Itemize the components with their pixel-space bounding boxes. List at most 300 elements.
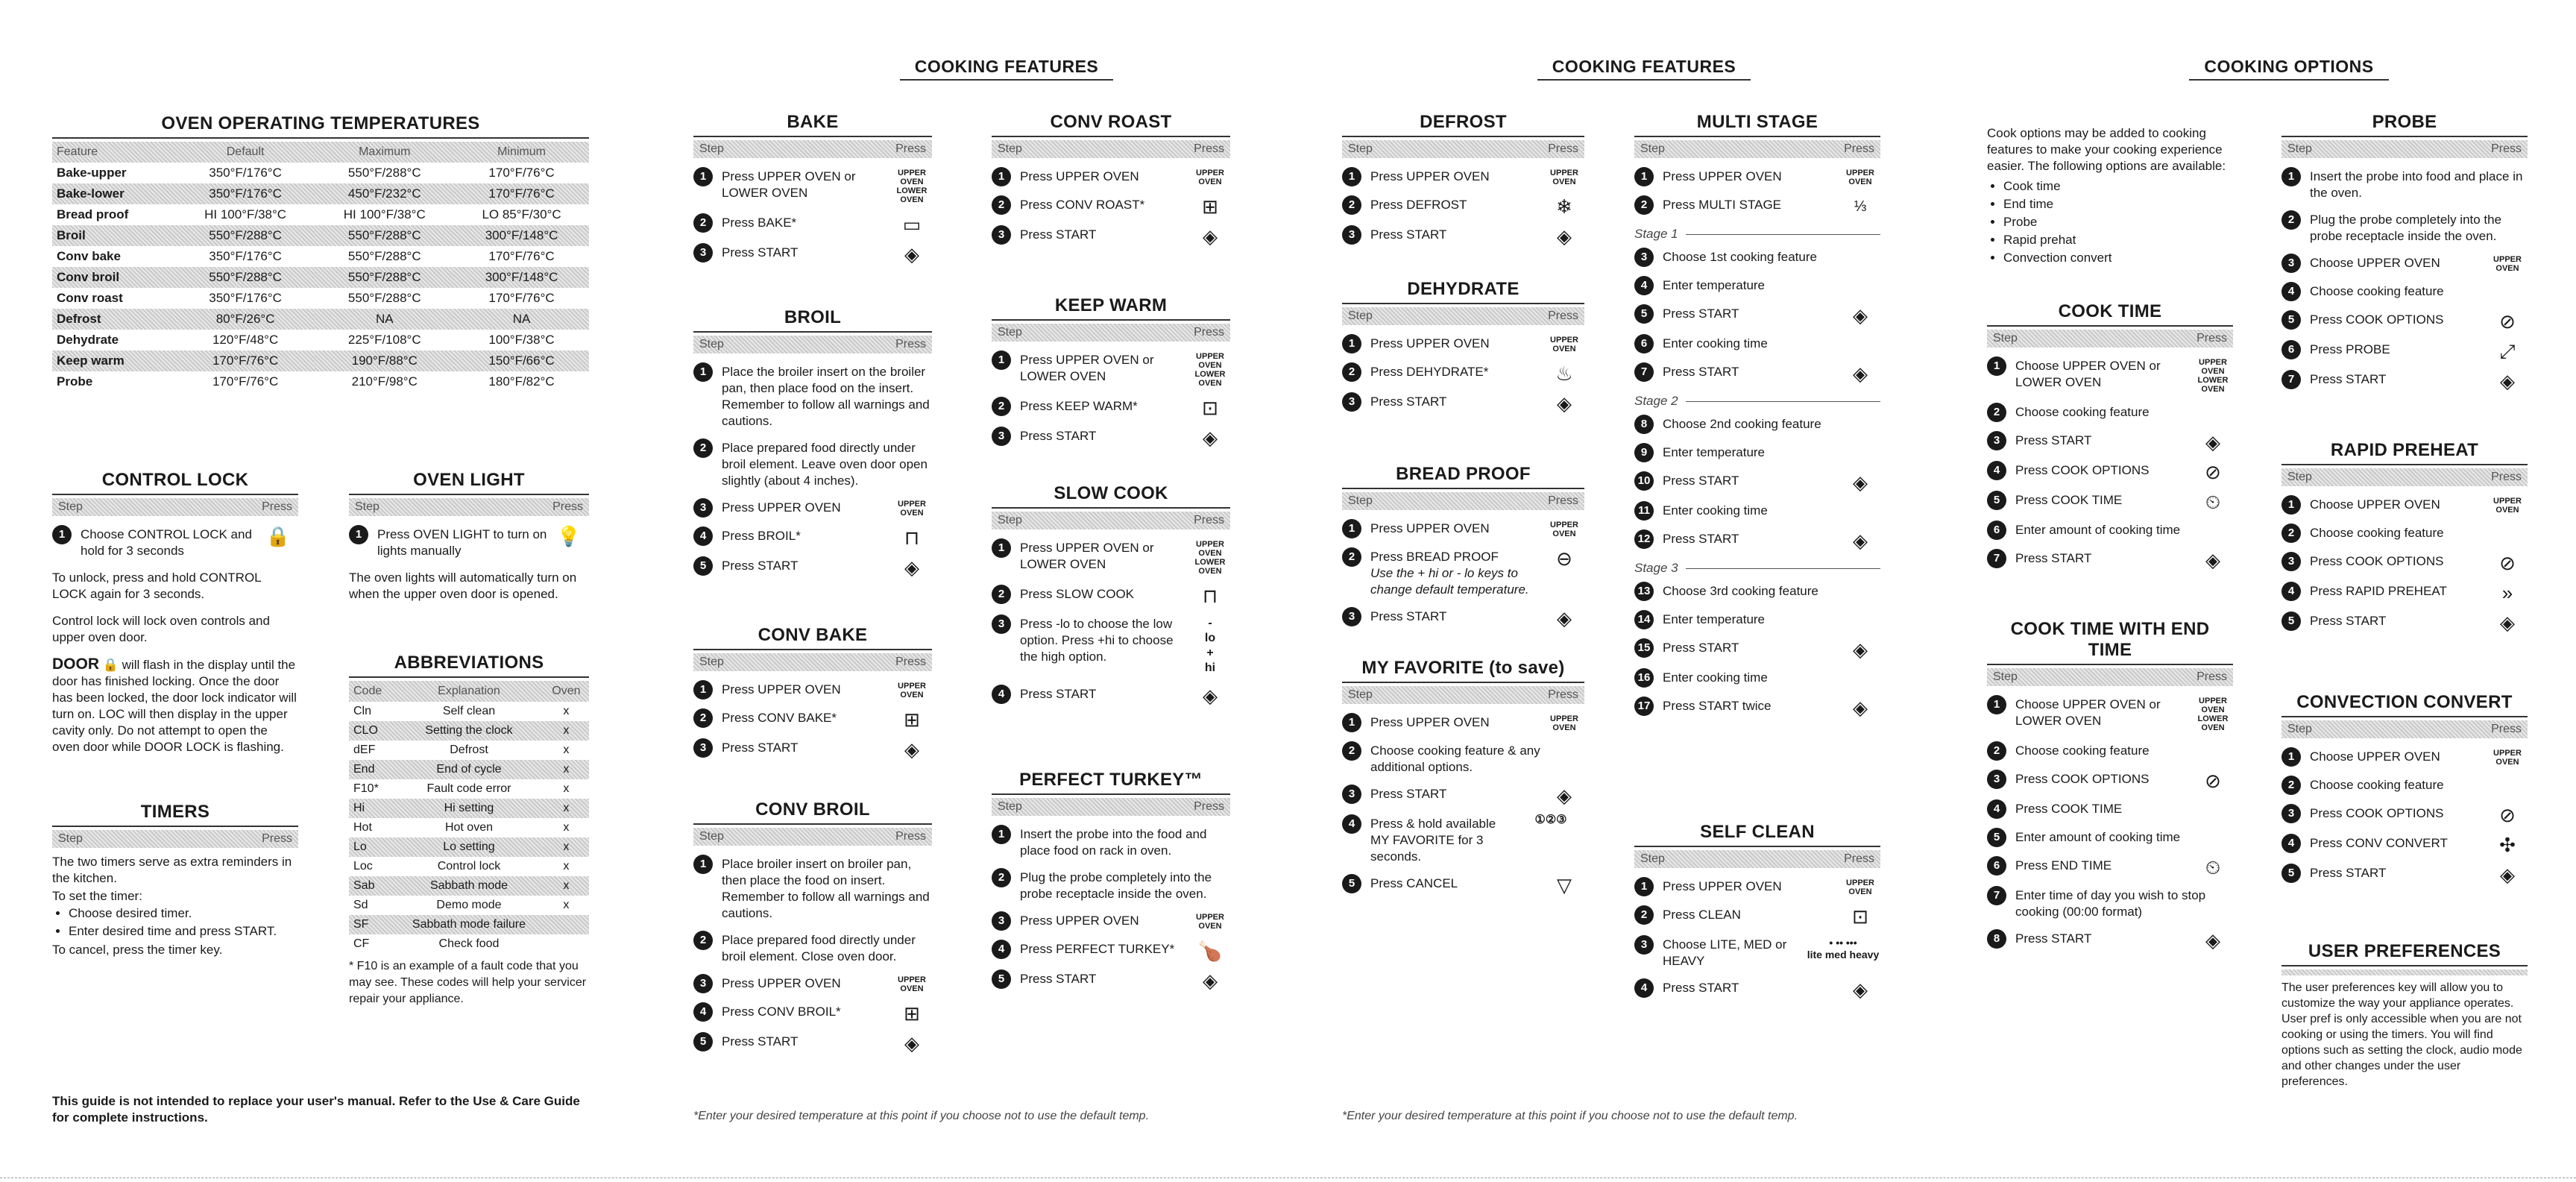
step-text: Press UPPER OVEN or LOWER OVEN [1020,541,1154,571]
step-number: 2 [1342,362,1361,382]
step [2281,864,2528,884]
step [693,931,932,965]
oven-light-section [349,470,589,603]
step [992,225,1230,246]
step-number: 2 [992,868,1011,887]
upper-oven-icon: UPPER OVEN [898,975,926,993]
step-text: Choose UPPER OVEN [2310,256,2440,270]
step-text: Press UPPER OVEN [1663,879,1782,893]
step-text: Choose UPPER OVEN [2310,749,2440,764]
step-number: 1 [1342,334,1361,353]
step [1634,304,1880,325]
step-number: 5 [2281,612,2301,631]
step [693,974,932,993]
step-text: Press BROIL* [722,529,801,543]
bake-icon: ▭ [902,213,922,236]
step [2281,804,2528,825]
step-number: 3 [1634,935,1654,955]
step-number: 7 [1634,362,1654,382]
step [1634,334,1880,353]
temperatures-table [52,142,589,392]
step-number: 1 [992,167,1011,186]
step-number: 3 [693,974,713,993]
step-text: Place the broiler insert on the broiler pan, then place food on the insert. Remember to follow all warnings and cautions. [722,365,930,428]
broil-section [693,307,932,577]
step-number: 1 [52,525,72,544]
step-number: 7 [1987,886,2006,905]
step-number: 1 [693,167,713,186]
step-text: Press MULTI STAGE [1663,198,1782,212]
footnote: *Enter your desired temperature at this point if you choose not to use the default temp. [1342,1110,1798,1122]
step-number: 1 [992,538,1011,558]
step-header: Step Press [992,324,1230,342]
step-number: 5 [1342,874,1361,893]
timer-list: • Choose desired timer. • Enter desired time and press START. [69,905,298,940]
step-header: Step Press [52,498,298,516]
step [2281,524,2528,543]
step [693,680,932,700]
cook-time-icon: ⏲ [2205,491,2221,513]
step-text: Press COOK OPTIONS [2015,772,2150,786]
step-text: Place prepared food directly under broil element. Close oven door. [722,933,916,963]
step-text: Press UPPER OVEN [1370,336,1490,350]
table-row: F10* Fault code error x [353,782,570,795]
start-icon: ◈ [1557,785,1572,807]
footnote: *Enter your desired temperature at this point if you choose not to use the default temp. [693,1110,1150,1122]
step-text: Press COOK TIME [2015,802,2123,816]
step-text: Choose UPPER OVEN or LOWER OVEN [2015,697,2161,728]
paragraph: The oven lights will automatically turn on when the upper oven door is opened. [349,570,577,601]
step [2281,254,2528,273]
step-number: 10 [1634,471,1654,491]
step-text: Choose cooking feature [2015,744,2150,758]
step [1987,828,2233,847]
step-number: 4 [2281,582,2301,601]
start-icon: ◈ [904,556,919,579]
step-text: Press START twice [1663,699,1772,713]
start-icon: ◈ [1203,685,1218,707]
step-number: 4 [1987,461,2006,480]
step-number: 3 [2281,552,2301,571]
table-row: dEF Defrost x [353,744,570,756]
step-text: Choose UPPER OVEN [2310,497,2440,512]
start-icon: ◈ [904,738,919,761]
step-text: Press UPPER OVEN [1020,914,1139,928]
probe-icon: ⤢ [2499,340,2516,362]
step [992,585,1230,606]
step-text: Press START [1663,641,1739,655]
step-number: 3 [1342,225,1361,245]
step-text: Press DEHYDRATE* [1370,365,1489,379]
table-row: Bread proof HI 100°F/38°C HI 100°F/38°C LO 85°F/30°C [57,207,561,221]
step-text: Press UPPER OVEN [1370,521,1490,535]
step-number: 11 [1634,501,1654,521]
table-row: Bake-upper 350°F/176°C 550°F/288°C 170°F/76°C [57,166,555,180]
step-text: Place prepared food directly under broil element. Leave oven door open slightly (about 4 inches). [722,441,928,488]
step [1634,978,1880,999]
step-number: 1 [2281,167,2301,186]
cook-time-title: COOK TIME [1987,301,2233,327]
step-text: Press COOK OPTIONS [2310,312,2444,327]
step-number: 1 [1634,167,1654,186]
upper-oven-icon: UPPER OVEN [898,500,926,518]
conv-convert-section [2281,692,2528,884]
keep-warm-icon: ⊡ [1202,397,1218,419]
step-number: 1 [1634,877,1654,896]
step [693,213,932,234]
self-clean-title: SELF CLEAN [1634,822,1880,847]
step-header: Step Press [52,830,298,848]
step-text: Choose UPPER OVEN or LOWER OVEN [2015,359,2161,389]
step-text: Press UPPER OVEN [722,682,841,697]
upper-oven-icon: UPPER OVEN [1196,169,1224,186]
step-text: Press START [2310,372,2387,386]
table-row: CF Check food [353,937,500,950]
step-text: Press CONV BROIL* [722,1005,841,1019]
upper-oven-icon: UPPER OVEN [2493,497,2522,515]
step-header: Step Press [693,336,932,353]
start-icon: ◈ [1853,978,1868,1001]
cook-options-icon: ⊘ [2205,461,2221,483]
step [992,350,1230,388]
step-text: Choose CONTROL LOCK and hold for 3 seconds [81,527,252,558]
start-icon: ◈ [1853,638,1868,661]
step-text: Press KEEP WARM* [1020,399,1138,413]
step-number: 2 [693,213,713,233]
step-number: 1 [992,825,1011,844]
dehydrate-title: DEHYDRATE [1342,279,1584,304]
step-text: Choose cooking feature [2310,284,2444,298]
probe-title: PROBE [2281,112,2528,137]
step-number: 2 [992,195,1011,215]
oven-light-title: OVEN LIGHT [349,470,589,495]
upper-oven-icon: UPPER OVEN [898,682,926,700]
bottom-fold-line [0,1178,2576,1182]
table-row: Conv roast 350°F/176°C 550°F/288°C 170°F/76°C [57,291,555,305]
control-lock-title: CONTROL LOCK [52,470,298,495]
step [1342,741,1584,776]
start-icon: ◈ [1853,529,1868,552]
step-number: 2 [1342,195,1361,215]
column-header: Maximum [359,145,411,158]
step [1634,638,1880,659]
column-header: Explanation [438,685,500,697]
step-text: Press COOK OPTIONS [2015,463,2150,477]
turkey-icon: 🍗 [1197,940,1223,962]
list-item: • End time [2003,195,2233,213]
step [1342,785,1584,805]
step-number: 5 [693,556,713,576]
table-row: Cln Self clean x [353,705,570,717]
step-text: Choose cooking feature & any additional options. [1370,744,1540,774]
step [1342,334,1584,353]
start-icon: ◈ [1853,362,1868,385]
step-text: Press CONV ROAST* [1020,198,1145,212]
step-number: 1 [1987,356,2006,376]
upper-oven-icon: UPPER OVEN [1550,169,1578,186]
paragraph: To cancel, press the timer key. [52,943,223,957]
slow-cook-icon: ⊓ [1202,585,1218,607]
multi-stage-section [1634,112,1880,717]
step [1987,886,2233,920]
slow-cook-title: SLOW COOK [992,483,1230,509]
banner-cooking-options: COOKING OPTIONS [2088,57,2490,77]
step [1634,195,1880,216]
step-header: Step Press [2281,140,2528,158]
step [1342,362,1584,383]
step-number: 13 [1634,582,1654,601]
user-prefs-title: USER PREFERENCES [2281,941,2528,966]
step-number: 5 [693,1032,713,1051]
paragraph: DOOR 🔒 will flash in the display until the door has finished locking. Once the door has been locked, the door lock indicator will turn on. LOC will then display in the upper cavity only. Do not attempt to open the oven door while DOOR LOCK is flashing. [52,656,297,754]
slow-cook-section [992,483,1230,705]
step [693,1032,932,1053]
step-header: Step Press [693,653,932,671]
step [1634,935,1880,969]
start-icon: ◈ [904,1032,919,1054]
step-number: 7 [1987,549,2006,568]
table-row: Loc Control lock x [353,860,570,873]
step-text: Enter temperature [1663,445,1766,459]
step-number: 3 [992,225,1011,245]
step [693,167,932,204]
start-icon: ◈ [2500,370,2515,392]
step-text: Press START [2310,866,2387,880]
conv-bake-title: CONV BAKE [693,625,932,650]
upper-oven-icon: UPPER OVEN [1550,336,1578,353]
table-row: Keep warm 170°F/76°C 190°F/88°C 150°F/66°C [52,350,589,371]
step-number: 2 [992,585,1011,604]
conv-broil-section [693,799,932,1053]
step-number: 1 [1342,167,1361,186]
step-number: 1 [2281,495,2301,515]
step [1987,431,2233,452]
cook-options-icon: ⊘ [2499,552,2516,574]
cancel-icon: ▽ [1557,874,1572,896]
column-header: Default [226,145,265,158]
user-prefs-section: USER PREFERENCES The user preferences key will allow you to customize the way your appliance operates. User pref is only accessible when you are not cooking or using the timers. You will find options such as setting the clock, audio mode and other changes under the user preferences. [2281,941,2528,1090]
step [1987,549,2233,570]
step-number: 1 [693,855,713,874]
rapid-preheat-section [2281,440,2528,632]
upper-oven-icon: UPPER OVEN [1550,521,1578,538]
timers-title: TIMERS [52,802,298,827]
fan-icon: ✣ [2499,834,2516,856]
table-row: Conv broil 550°F/288°C 550°F/288°C 300°F/148°C [52,267,589,288]
step-number: 2 [2281,524,2301,543]
list-item: • Convection convert [2003,249,2233,267]
step-number: 3 [992,911,1011,931]
column-header: Oven [552,685,581,697]
step-text: Choose cooking feature [2310,778,2444,792]
step [992,825,1230,859]
step-number: 8 [1634,415,1654,434]
step [1987,741,2233,761]
step-number: 6 [1987,856,2006,876]
table-row: Probe 170°F/76°C 210°F/98°C 180°F/82°C [57,374,555,389]
cook-options-intro: Cook options may be added to cooking features to make your cooking experience easier. The following options are available: • Cook time • End time • Probe • Rapid prehat • Convection convert [1987,125,2233,267]
step-text: Press BREAD PROOF Use the + hi or - lo keys to change default temperature. [1370,550,1529,597]
table-row: End End of cycle x [349,760,589,779]
step [1987,521,2233,540]
defrost-section [1342,112,1584,246]
lock-icon: 🔒 [102,658,119,672]
step [1342,167,1584,186]
cook-options-icon: ⊘ [2499,310,2516,333]
table-row: Hi Hi setting x [349,799,589,818]
step [1634,905,1880,926]
step-number: 3 [1342,392,1361,412]
step [2281,612,2528,632]
step-text: Enter cooking time [1663,670,1768,685]
step [992,685,1230,705]
step [1634,415,1880,434]
step-header: Step Press [1342,686,1584,704]
step [992,614,1230,676]
step [1634,668,1880,688]
step-text: Plug the probe completely into the probe receptacle inside the oven. [2310,213,2502,243]
step-text: Choose 1st cooking feature [1663,250,1817,264]
banner-cooking-features-1: COOKING FEATURES [805,57,1208,77]
step [693,855,932,922]
step-number: 7 [2281,370,2301,389]
step [693,738,932,759]
table-row: Bake-lower 350°F/176°C 450°F/232°C 170°F/76°C [52,183,589,204]
multi-stage-icon: ⅓ [1854,198,1867,215]
paragraph: Control lock will lock oven controls and upper oven door. [52,614,270,644]
step-text: Press OVEN LIGHT to turn on lights manually [377,527,547,558]
step-text: Press UPPER OVEN [1663,169,1782,183]
step [1987,856,2233,877]
step-text: Press -lo to choose the low option. Press +hi to choose the high option. [1020,617,1174,664]
temperatures-title: OVEN OPERATING TEMPERATURES [52,113,589,139]
step-number: 3 [1987,431,2006,450]
conv-broil-title: CONV BROIL [693,799,932,825]
list-item: • Cook time [2003,177,2233,195]
step [992,940,1230,961]
step-text: Press START [722,1034,799,1049]
step [2281,747,2528,767]
step [1634,877,1880,896]
step-number: 1 [1342,713,1361,732]
stage-1-label: Stage 1 [1634,227,1880,242]
step-number: 1 [992,350,1011,370]
cook-time-end-title: COOK TIME WITH END TIME [1987,619,2233,665]
step-text: Press UPPER OVEN [1020,169,1139,183]
step-number: 5 [2281,310,2301,330]
stage-3-label: Stage 3 [1634,561,1880,576]
cook-options-list [2003,177,2233,267]
step-text: Press PERFECT TURKEY* [1020,942,1175,956]
step-text: Press START [2015,551,2092,565]
bread-proof-section [1342,464,1584,628]
step [2281,210,2528,245]
start-icon: ◈ [1557,607,1572,629]
step-number: 3 [693,498,713,518]
step-number: 5 [992,969,1011,989]
step [693,1002,932,1023]
upper-lower-oven-icon: UPPER OVEN LOWER OVEN [896,169,928,204]
step-number: 12 [1634,529,1654,549]
bread-icon: ⊖ [1556,547,1572,570]
step [1634,697,1880,717]
step [1342,392,1584,413]
step-text: Press CLEAN [1663,908,1741,922]
step-number: 3 [2281,804,2301,823]
step-number: 2 [1634,905,1654,925]
step-text: Press START [1370,787,1447,801]
step [1987,770,2233,790]
step [1342,225,1584,246]
probe-section [2281,112,2528,391]
start-icon: ◈ [2205,929,2220,952]
step-text: Press COOK OPTIONS [2310,554,2444,568]
timers-section [52,802,298,958]
step [693,438,932,489]
column-header: Code [353,685,382,697]
step-number: 6 [2281,340,2301,359]
lightbulb-icon: 💡 [556,525,582,547]
step-number: 17 [1634,697,1654,716]
multi-stage-title: MULTI STAGE [1634,112,1880,137]
my-favorite-section [1342,658,1584,895]
step-text: Press UPPER OVEN [1370,715,1490,729]
step-header: Step Press [1342,307,1584,325]
step-number: 5 [2281,864,2301,883]
step [2281,310,2528,331]
dehydrate-icon: ♨ [1555,362,1573,385]
table-row: Broil 550°F/288°C 550°F/288°C 300°F/148°C [52,225,589,246]
step [2281,495,2528,515]
table-row: Sab Sabbath mode x [349,876,589,896]
step [1634,167,1880,186]
step [1634,501,1880,521]
upper-lower-oven-icon: UPPER OVEN LOWER OVEN [2197,358,2229,394]
rapid-preheat-icon: » [2501,582,2513,604]
step-text: Press CANCEL [1370,876,1458,890]
step-text: Press UPPER OVEN or LOWER OVEN [722,169,856,200]
start-icon: ◈ [2500,864,2515,886]
upper-oven-icon: UPPER OVEN [1846,878,1874,896]
step-header: Step Press [992,512,1230,529]
step [1634,362,1880,383]
step-number: 1 [693,680,713,700]
table-row: Hot Hot oven x [353,821,570,834]
step-number: 4 [2281,282,2301,301]
perfect-turkey-section [992,770,1230,990]
step-text: Choose LITE, MED or HEAVY [1663,937,1787,968]
step [1987,403,2233,422]
step [992,427,1230,447]
control-lock-section [52,470,298,755]
abbreviations-section [349,653,589,1007]
step [2281,340,2528,361]
step-number: 5 [1634,304,1654,324]
step-text: Choose 3rd cooking feature [1663,584,1818,598]
step [693,526,932,547]
step-number: 4 [1987,799,2006,819]
step-number: 2 [693,708,713,728]
temperatures-section [52,113,589,392]
upper-lower-oven-icon: UPPER OVEN LOWER OVEN [1194,352,1226,388]
start-icon: ◈ [2205,549,2220,571]
step [2281,582,2528,603]
step [1987,695,2233,732]
step [693,498,932,518]
step-text: Press START [2015,931,2092,946]
step-header: Step Press [1634,850,1880,868]
step-text: Press START [1020,687,1097,701]
